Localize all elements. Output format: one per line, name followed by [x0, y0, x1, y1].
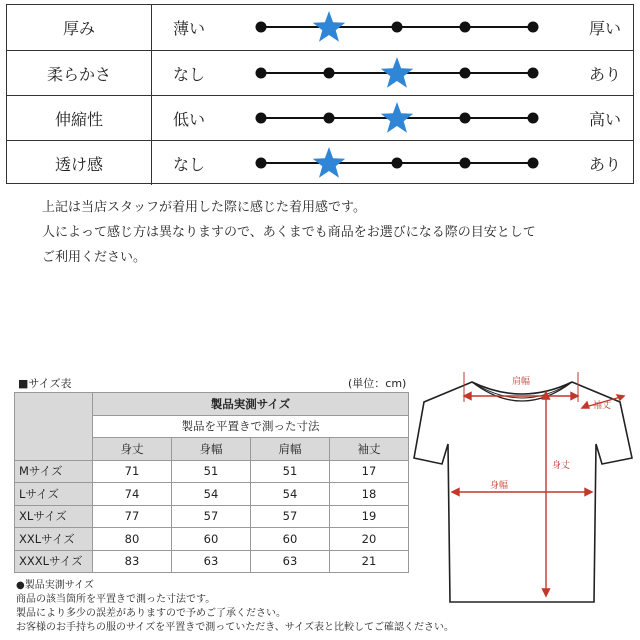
feel-label: 透け感: [7, 141, 152, 185]
size-name: XLサイズ: [15, 505, 93, 528]
scale-dot: [256, 22, 267, 33]
feel-scale: [247, 141, 547, 186]
table-row: [15, 528, 409, 551]
footnote-line: 商品の該当箇所を平置きで測った寸法です。: [16, 594, 216, 605]
table-row: [15, 505, 409, 528]
scale-dot: [256, 158, 267, 169]
size-value: 60: [172, 528, 251, 551]
feel-right-label: 高い: [588, 109, 621, 129]
note-line-1: 上記は当店スタッフが着用した際に感じた着用感です。: [42, 200, 366, 215]
column-header: 身丈: [93, 438, 172, 461]
scale-dot: [528, 68, 539, 79]
size-value: 19: [330, 505, 409, 528]
scale-dot: [460, 113, 471, 124]
feel-label: 厚み: [7, 5, 152, 50]
size-table-header-main: 製品実測サイズ: [93, 393, 409, 416]
sleeve-label: 袖丈: [592, 401, 612, 411]
scale-dot: [392, 158, 403, 169]
scale-dot: [460, 22, 471, 33]
note-line-2: 人によって感じ方は異なりますので、あくまでも商品をお選びになる際の目安として: [42, 225, 536, 240]
scale-dot: [392, 22, 403, 33]
size-value: 51: [251, 460, 330, 483]
size-value: 20: [330, 528, 409, 551]
tshirt-diagram: [410, 362, 638, 618]
feel-right-label: あり: [588, 154, 621, 174]
scale-dot: [528, 22, 539, 33]
scale-dot: [324, 68, 335, 79]
footnote-line: お客様のお手持ちの服のサイズを平置きで測っていただき、サイズ表と比較してご確認ください。: [16, 622, 454, 633]
size-value: 21: [330, 550, 409, 573]
feel-right-label: 厚い: [588, 19, 621, 38]
feel-left-label: なし: [173, 154, 206, 174]
size-table-corner: [15, 393, 93, 461]
scale-dot: [256, 68, 267, 79]
star-marker: [381, 102, 413, 133]
feel-left-label: なし: [173, 64, 206, 84]
feel-label: 伸縮性: [7, 96, 152, 140]
scale-dot: [256, 113, 267, 124]
note-line-3: ご利用ください。: [42, 250, 147, 265]
feel-left-label: 薄い: [173, 19, 206, 38]
size-table-header-sub: 製品を平置きで測った寸法: [93, 415, 409, 438]
length-label: 身丈: [552, 461, 571, 471]
size-value: 74: [93, 483, 172, 506]
size-value: 54: [251, 483, 330, 506]
footnote-line: 製品により多少の誤差がありますので予めご了承ください。: [16, 608, 286, 619]
size-name: XXXLサイズ: [15, 550, 93, 573]
size-value: 80: [93, 528, 172, 551]
scale-dot: [528, 158, 539, 169]
table-row: [15, 460, 409, 483]
size-name: Mサイズ: [15, 460, 93, 483]
size-value: 57: [251, 505, 330, 528]
size-value: 60: [251, 528, 330, 551]
scale-dot: [324, 113, 335, 124]
size-value: 63: [251, 550, 330, 573]
scale-dot: [460, 68, 471, 79]
star-marker: [313, 147, 345, 178]
size-value: 71: [93, 460, 172, 483]
size-value: 77: [93, 505, 172, 528]
table-row: [15, 550, 409, 573]
feel-label: 柔らかさ: [7, 51, 152, 95]
size-name: Lサイズ: [15, 483, 93, 506]
size-value: 51: [172, 460, 251, 483]
size-value: 57: [172, 505, 251, 528]
feel-row: [7, 140, 633, 185]
shoulder-label: 肩幅: [511, 377, 531, 387]
size-chart-title: ■サイズ表: [18, 377, 72, 390]
size-value: 63: [172, 550, 251, 573]
feel-row: [7, 95, 633, 140]
scale-dot: [460, 158, 471, 169]
scale-dot: [528, 113, 539, 124]
size-value: 18: [330, 483, 409, 506]
feel-scale: [247, 51, 547, 96]
feel-scale: [247, 5, 547, 50]
feel-scale-table: [6, 4, 634, 184]
size-name: XXLサイズ: [15, 528, 93, 551]
size-chart-unit: (単位：cm): [348, 377, 407, 390]
column-header: 身幅: [172, 438, 251, 461]
star-marker: [381, 57, 413, 88]
feel-row: [7, 50, 633, 95]
size-value: 17: [330, 460, 409, 483]
size-value: 54: [172, 483, 251, 506]
chest-label: 身幅: [490, 481, 509, 491]
table-row: [15, 483, 409, 506]
size-table: [14, 392, 409, 573]
feel-right-label: あり: [588, 64, 621, 84]
feel-left-label: 低い: [173, 109, 206, 129]
star-marker: [313, 11, 345, 42]
footnote-title: ●製品実測サイズ: [16, 580, 94, 591]
feel-row: [7, 5, 633, 50]
column-header: 袖丈: [330, 438, 409, 461]
feel-scale: [247, 96, 547, 141]
column-header: 肩幅: [251, 438, 330, 461]
size-value: 83: [93, 550, 172, 573]
